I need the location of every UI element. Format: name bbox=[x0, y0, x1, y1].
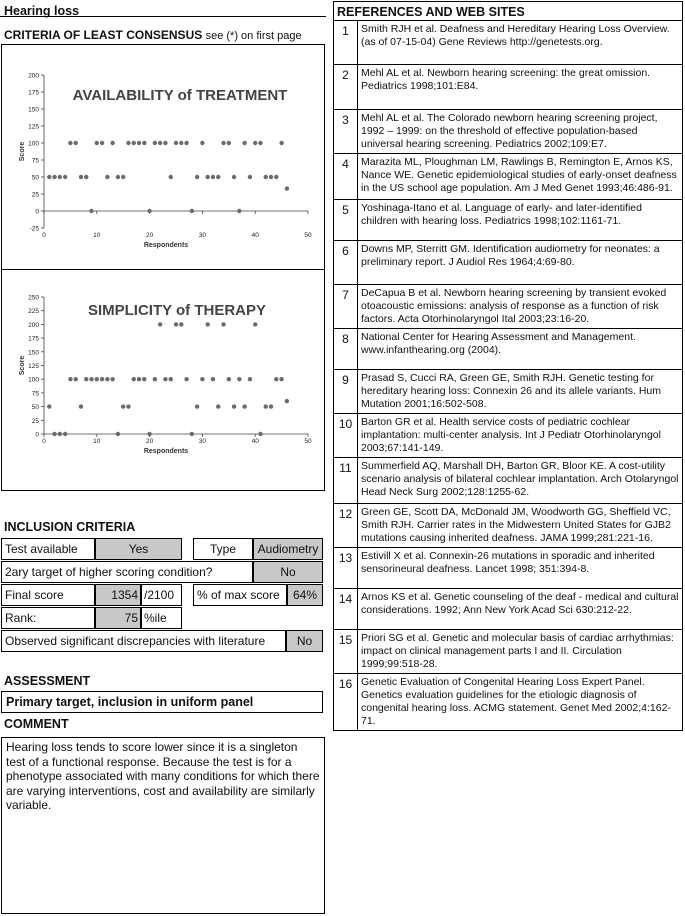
data-point bbox=[163, 141, 167, 145]
discrepancy-label: Observed significant discrepancies with literature bbox=[1, 630, 286, 652]
final-score-value: 1354 bbox=[95, 584, 141, 606]
data-point bbox=[253, 322, 257, 326]
page-title: Hearing loss bbox=[4, 4, 80, 18]
data-point bbox=[221, 322, 225, 326]
reference-row bbox=[334, 414, 683, 458]
data-point bbox=[142, 377, 146, 381]
y-tick-label: 50 bbox=[31, 174, 39, 182]
reference-row bbox=[334, 21, 683, 65]
reference-number: 4 bbox=[334, 154, 358, 200]
data-point bbox=[132, 377, 136, 381]
data-point bbox=[47, 404, 51, 408]
data-point bbox=[179, 141, 183, 145]
x-tick-label: 50 bbox=[304, 232, 312, 239]
x-tick-label: 20 bbox=[145, 438, 154, 445]
data-point bbox=[227, 377, 231, 381]
reference-number: 8 bbox=[334, 329, 358, 370]
reference-number: 9 bbox=[334, 370, 358, 414]
comment-text: Hearing loss tends to score lower since it is a singleton test of a functional response. Because the test is for a phenotype associated with many conditions for which there are varying interventions, cost and availability are similarly variable. bbox=[1, 737, 325, 914]
reference-number: 3 bbox=[334, 110, 358, 154]
reference-row bbox=[334, 154, 683, 200]
reference-number: 14 bbox=[334, 589, 358, 630]
reference-row bbox=[334, 458, 683, 504]
x-tick-label: 20 bbox=[145, 232, 154, 239]
data-point bbox=[253, 141, 257, 145]
data-point bbox=[89, 209, 93, 213]
pct-max-label: % of max score bbox=[193, 584, 287, 606]
reference-text: Barton GR et al. Health service costs of pediatric cochlear implantation: multi-center analysis. Int J Pediatr Otorhinolaryngol 2003;67:141-149. bbox=[358, 414, 683, 458]
secondary-target-label: 2ary target of higher scoring condition? bbox=[1, 561, 253, 583]
data-point bbox=[52, 175, 56, 179]
reference-row bbox=[334, 241, 683, 285]
comment-heading: COMMENT bbox=[4, 717, 69, 731]
data-point bbox=[242, 404, 246, 408]
x-tick-label: 0 bbox=[42, 232, 46, 239]
test-available-value: Yes bbox=[95, 538, 182, 560]
data-point bbox=[100, 141, 104, 145]
data-point bbox=[200, 377, 204, 381]
criteria-heading bbox=[4, 28, 302, 42]
y-tick-label: 50 bbox=[31, 404, 39, 412]
data-point bbox=[105, 377, 109, 381]
reference-row bbox=[334, 285, 683, 329]
reference-text: Smith RJH et al. Deafness and Hereditary Hearing Loss Overview. (as of 07-15-04) Gene Reviews http://genetests.org. bbox=[358, 21, 683, 65]
x-tick-label: 50 bbox=[304, 438, 312, 445]
data-point bbox=[237, 209, 241, 213]
data-point bbox=[285, 186, 289, 190]
data-point bbox=[68, 141, 72, 145]
reference-text: Priori SG et al. Genetic and molecular basis of cardiac arrhythmias: impact on clinical management parts I and II. Circulation 1999;99:518-28. bbox=[358, 630, 683, 674]
assessment-value: Primary target, inclusion in uniform panel bbox=[1, 691, 323, 713]
reference-number: 13 bbox=[334, 548, 358, 589]
data-point bbox=[116, 175, 120, 179]
reference-text: Summerfield AQ, Marshall DH, Barton GR, Bloor KE. A cost-utility scenario analysis of bilateral cochlear implantation. Arch Otolaryngol Head Neck Surg 2002;128:1255-62. bbox=[358, 458, 683, 504]
data-point bbox=[232, 404, 236, 408]
data-point bbox=[227, 141, 231, 145]
data-point bbox=[105, 175, 109, 179]
reference-text: Arnos KS et al. Genetic counseling of the deaf - medical and cultural considerations. 1992; Ann New York Acad Sci 630:212-22. bbox=[358, 589, 683, 630]
y-tick-label: 75 bbox=[31, 390, 39, 398]
y-tick-label: 75 bbox=[31, 157, 39, 165]
data-point bbox=[285, 399, 289, 403]
reference-text: Marazita ML, Ploughman LM, Rawlings B, Remington E, Arnos KS, Nance WE. Genetic epidemiological studies of early-onset deafness in the US school age population. Am J Med Genet 1993;46:486-91. bbox=[358, 154, 683, 200]
chart-simplicity bbox=[1, 269, 325, 491]
y-tick-label: 250 bbox=[28, 294, 39, 302]
x-tick-label: 30 bbox=[198, 232, 207, 239]
y-tick-label: 125 bbox=[28, 123, 39, 131]
data-point bbox=[158, 141, 162, 145]
data-point bbox=[121, 404, 125, 408]
reference-row bbox=[334, 65, 683, 110]
data-point bbox=[264, 175, 268, 179]
data-point bbox=[174, 141, 178, 145]
y-tick-label: 25 bbox=[31, 191, 39, 199]
data-point bbox=[116, 432, 120, 436]
reference-number: 16 bbox=[334, 674, 358, 731]
data-point bbox=[58, 175, 62, 179]
data-point bbox=[179, 322, 183, 326]
data-point bbox=[163, 377, 167, 381]
data-point bbox=[79, 404, 83, 408]
data-point bbox=[200, 141, 204, 145]
reference-row bbox=[334, 674, 683, 731]
reference-text: National Center for Hearing Assessment and Management. www.infanthearing.org (2004). bbox=[358, 329, 683, 370]
reference-row bbox=[334, 548, 683, 589]
x-tick-label: 10 bbox=[93, 232, 101, 239]
reference-row bbox=[334, 329, 683, 370]
reference-row bbox=[334, 370, 683, 414]
data-point bbox=[126, 404, 130, 408]
data-point bbox=[100, 377, 104, 381]
reference-text: Estivill X et al. Connexin-26 mutations in sporadic and inherited sensorineural deafness. Lancet 1998; 351:394-8. bbox=[358, 548, 683, 589]
data-point bbox=[211, 377, 215, 381]
data-point bbox=[121, 175, 125, 179]
data-point bbox=[142, 141, 146, 145]
data-point bbox=[79, 175, 83, 179]
y-tick-label: 0 bbox=[35, 208, 39, 216]
data-point bbox=[73, 377, 77, 381]
data-point bbox=[52, 432, 56, 436]
data-point bbox=[258, 141, 262, 145]
reference-row bbox=[334, 504, 683, 548]
x-axis-label: Respondents bbox=[143, 448, 189, 455]
data-point bbox=[274, 377, 278, 381]
chart-title: AVAILABILITY of TREATMENT bbox=[72, 87, 288, 104]
reference-row bbox=[334, 630, 683, 674]
chart-availability bbox=[1, 44, 325, 270]
x-tick-label: 0 bbox=[42, 438, 46, 445]
data-point bbox=[89, 377, 93, 381]
data-point bbox=[153, 377, 157, 381]
title-divider bbox=[0, 16, 326, 17]
reference-text: Yoshinaga-Itano et al. Language of early- and later-identified children with hearing loss. Pediatrics 1998;102:1161-71. bbox=[358, 200, 683, 241]
reference-text: Mehl AL et al. The Colorado newborn hearing screening project, 1992 – 1999: on the threshold of effective population-based universal hearing screening. Pediatrics 2002;109:E7. bbox=[358, 110, 683, 154]
data-point bbox=[174, 322, 178, 326]
y-tick-label: 100 bbox=[28, 376, 39, 384]
type-value: Audiometry bbox=[253, 538, 323, 560]
y-tick-label: 125 bbox=[28, 363, 39, 370]
data-point bbox=[169, 377, 173, 381]
y-tick-label: 150 bbox=[28, 106, 39, 114]
rank-unit: %ile bbox=[141, 607, 182, 629]
data-point bbox=[258, 432, 262, 436]
reference-number: 1 bbox=[334, 21, 358, 65]
reference-text: Green GE, Scott DA, McDonald JM, Woodworth GG, Sheffield VC, Smith RJH. Carrier rates in the Midwestern United States for GJB2 mutations causing inherited deafness. JAMA 1999;281:221-16. bbox=[358, 504, 683, 548]
reference-row bbox=[334, 589, 683, 630]
data-point bbox=[205, 175, 209, 179]
y-tick-label: 100 bbox=[28, 140, 39, 148]
reference-number: 12 bbox=[334, 504, 358, 548]
data-point bbox=[95, 377, 99, 381]
discrepancy-value: No bbox=[286, 630, 323, 652]
y-tick-label: 25 bbox=[31, 417, 39, 425]
reference-number: 7 bbox=[334, 285, 358, 329]
chart-title: SIMPLICITY of THERAPY bbox=[87, 302, 267, 319]
final-score-max: /2100 bbox=[141, 584, 182, 606]
reference-text: Downs MP, Sterritt GM. Identification audiometry for neonates: a preliminary report. J Audiol Res 1964;4:69-80. bbox=[358, 241, 683, 285]
reference-text: DeCapua B et al. Newborn hearing screening by transient evoked otoacoustic emissions: analysis of response as a function of risk factors. Acta Otorhinolaryngol Ital 2003;23:16-20. bbox=[358, 285, 683, 329]
reference-number: 15 bbox=[334, 630, 358, 674]
data-point bbox=[147, 209, 151, 213]
data-point bbox=[184, 141, 188, 145]
y-tick-label: 175 bbox=[28, 335, 39, 343]
data-point bbox=[216, 404, 220, 408]
data-point bbox=[126, 141, 130, 145]
rank-label: Rank: bbox=[1, 607, 95, 629]
reference-row bbox=[334, 200, 683, 241]
assessment-heading: ASSESSMENT bbox=[4, 674, 91, 688]
y-tick-label: 150 bbox=[28, 349, 39, 357]
data-point bbox=[184, 377, 188, 381]
inclusion-heading: INCLUSION CRITERIA bbox=[4, 520, 136, 534]
data-point bbox=[269, 175, 273, 179]
data-point bbox=[237, 377, 241, 381]
data-point bbox=[153, 141, 157, 145]
data-point bbox=[95, 141, 99, 145]
y-axis-label: Score bbox=[19, 355, 26, 376]
data-point bbox=[137, 377, 141, 381]
data-point bbox=[232, 175, 236, 179]
data-point bbox=[274, 175, 278, 179]
final-score-label: Final score bbox=[1, 584, 95, 606]
data-point bbox=[84, 377, 88, 381]
test-available-label: Test available bbox=[1, 538, 95, 560]
y-axis-label: Score bbox=[19, 141, 26, 162]
data-point bbox=[84, 175, 88, 179]
data-point bbox=[63, 175, 67, 179]
x-tick-label: 40 bbox=[251, 232, 259, 239]
x-axis-label: Respondents bbox=[143, 242, 189, 249]
data-point bbox=[242, 141, 246, 145]
references-heading: REFERENCES AND WEB SITES bbox=[333, 1, 683, 20]
references-table bbox=[333, 20, 683, 731]
data-point bbox=[68, 377, 72, 381]
data-point bbox=[137, 141, 141, 145]
data-point bbox=[132, 141, 136, 145]
data-point bbox=[190, 432, 194, 436]
criteria-note: see (*) on first page bbox=[205, 30, 302, 42]
data-point bbox=[47, 175, 51, 179]
data-point bbox=[195, 175, 199, 179]
reference-text: Genetic Evaluation of Congenital Hearing Loss Expert Panel. Genetics evaluation guidelines for the etiologic diagnosis of congenital hearing loss. ACMG statement. Genet Med 2002;4:162-71. bbox=[358, 674, 683, 731]
pct-max-value: 64% bbox=[287, 584, 323, 606]
data-point bbox=[248, 175, 252, 179]
data-point bbox=[279, 141, 283, 145]
x-tick-label: 40 bbox=[251, 438, 259, 445]
data-point bbox=[269, 404, 273, 408]
data-point bbox=[158, 322, 162, 326]
data-point bbox=[221, 141, 225, 145]
data-point bbox=[264, 404, 268, 408]
y-tick-label: 225 bbox=[28, 308, 39, 316]
data-point bbox=[205, 322, 209, 326]
data-point bbox=[279, 377, 283, 381]
data-point bbox=[190, 209, 194, 213]
reference-number: 5 bbox=[334, 200, 358, 241]
reference-number: 2 bbox=[334, 65, 358, 110]
y-tick-label: -25 bbox=[29, 225, 39, 233]
data-point bbox=[110, 141, 114, 145]
data-point bbox=[169, 175, 173, 179]
y-tick-label: 200 bbox=[28, 321, 39, 329]
chart-availability-svg bbox=[2, 45, 324, 269]
type-label: Type bbox=[193, 538, 253, 560]
data-point bbox=[216, 175, 220, 179]
reference-number: 10 bbox=[334, 414, 358, 458]
x-tick-label: 10 bbox=[93, 438, 101, 445]
data-point bbox=[73, 141, 77, 145]
x-tick-label: 30 bbox=[198, 438, 207, 445]
data-point bbox=[211, 175, 215, 179]
secondary-target-value: No bbox=[253, 561, 323, 583]
y-tick-label: 175 bbox=[28, 89, 39, 97]
reference-row bbox=[334, 110, 683, 154]
data-point bbox=[58, 432, 62, 436]
reference-text: Prasad S, Cucci RA, Green GE, Smith RJH. Genetic testing for hereditary hearing loss: Connexin 26 and its allele variants. Hum Mutation 2001;16:502-508. bbox=[358, 370, 683, 414]
data-point bbox=[63, 432, 67, 436]
data-point bbox=[248, 377, 252, 381]
rank-value: 75 bbox=[95, 607, 141, 629]
y-tick-label: 200 bbox=[28, 72, 39, 80]
y-tick-label: 0 bbox=[35, 431, 39, 439]
reference-text: Mehl AL et al. Newborn hearing screening: the great omission. Pediatrics 1998;101:E84. bbox=[358, 65, 683, 110]
chart-simplicity-svg bbox=[2, 270, 324, 490]
data-point bbox=[195, 404, 199, 408]
reference-number: 6 bbox=[334, 241, 358, 285]
data-point bbox=[147, 432, 151, 436]
data-point bbox=[110, 377, 114, 381]
criteria-label: CRITERIA OF LEAST CONSENSUS bbox=[4, 28, 203, 42]
reference-number: 11 bbox=[334, 458, 358, 504]
